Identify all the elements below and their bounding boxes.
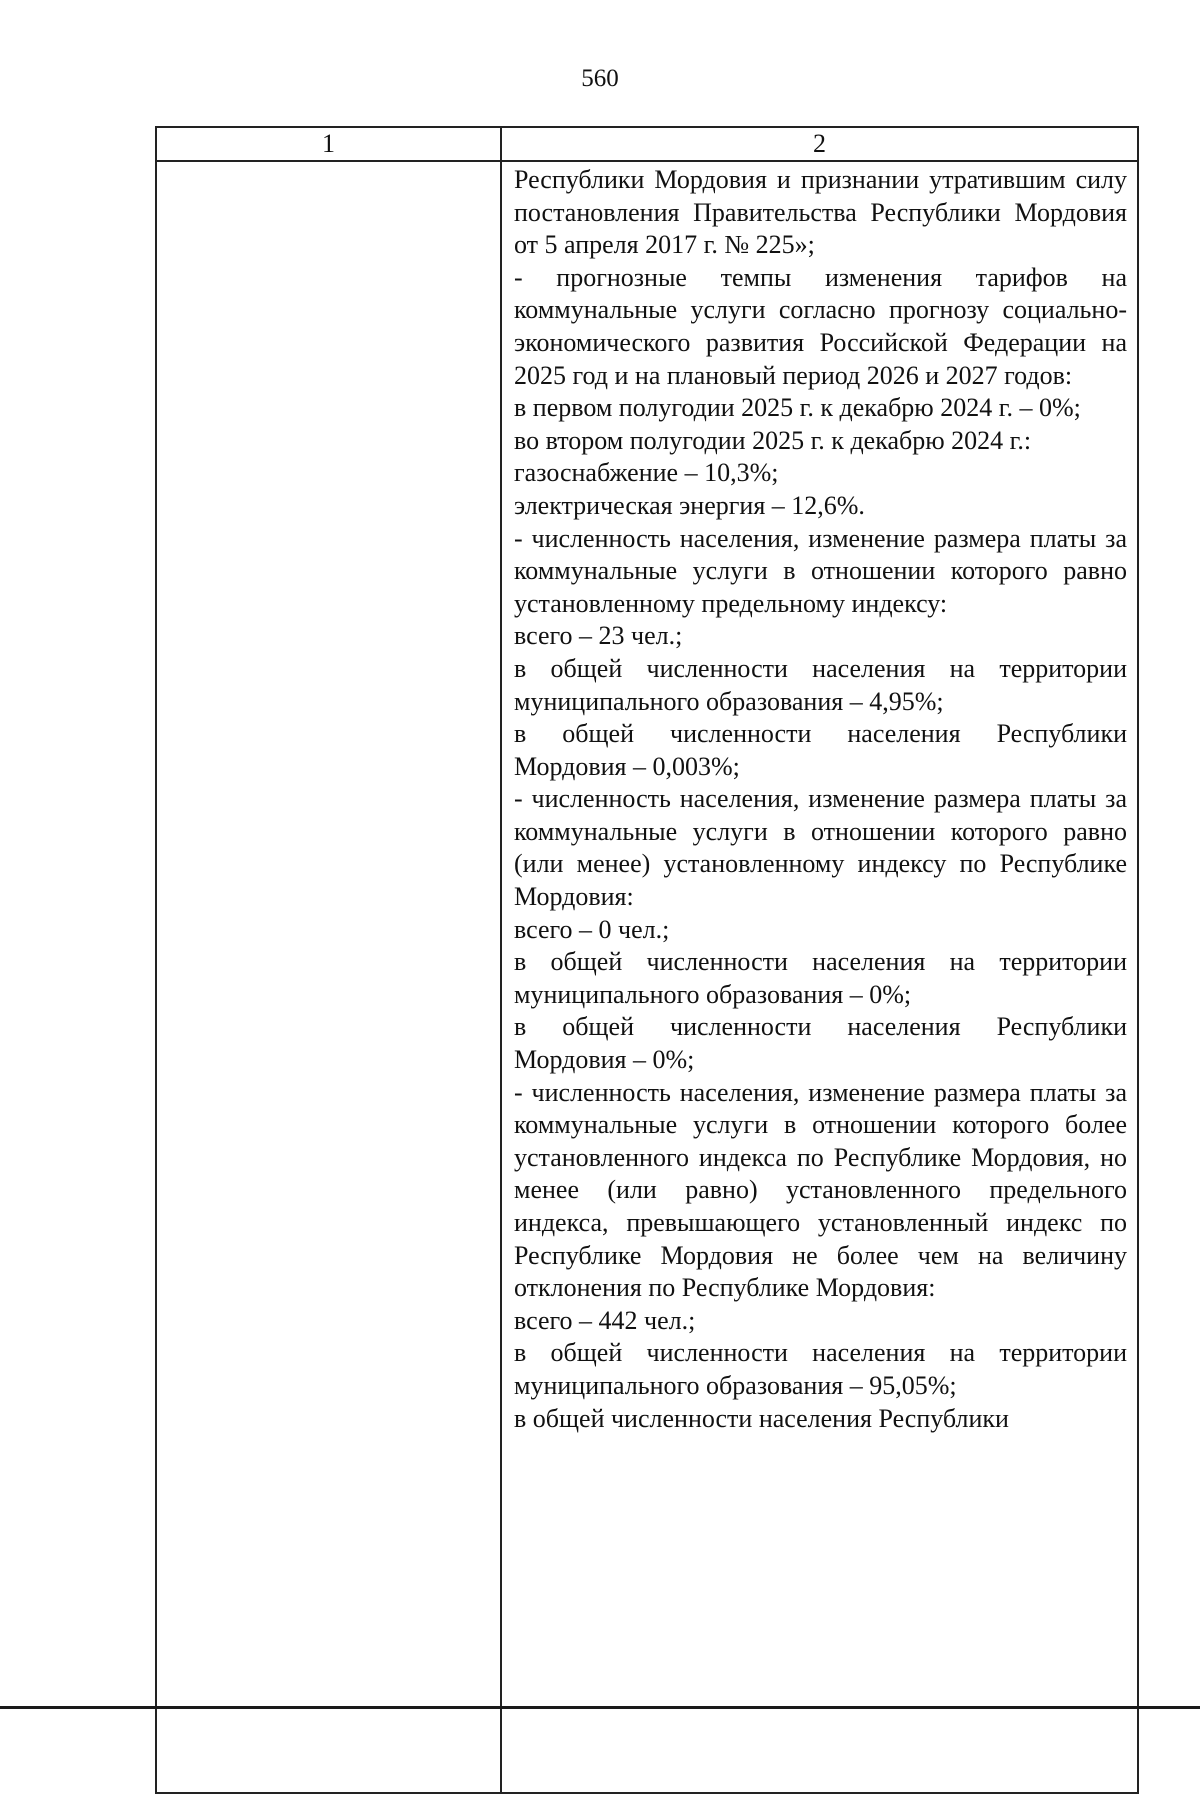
text-block: - численность населения, изменение размера платы за коммунальные услуги в отношении которого равно (или менее) установленному индексу по Республике Мордовия: bbox=[514, 784, 1127, 912]
text-block: всего – 442 чел.; bbox=[514, 1305, 696, 1335]
right-cell bbox=[501, 161, 1138, 1793]
text-block: - численность населения, изменение размера платы за коммунальные услуги в отношении которого более установленного индекса по Республике Мордовия, но менее (или равно) установленного предельного индекса, превышающего установленный индекс по Республике Мордовия не более чем на величину отклонения по Республике Мордовия: bbox=[514, 1077, 1127, 1303]
text-block: - прогнозные темпы изменения тарифов на коммунальные услуги согласно прогнозу социально-экономического развития Российской Федерации на 2025 год и на плановый период 2026 и 2027 годов: bbox=[514, 262, 1127, 390]
text-block: в общей численности населения на территории муниципального образования – 95,05%; bbox=[514, 1338, 1127, 1400]
text-block: Республики Мордовия и признании утратившим силу постановления Правительства Республики Мордовия от 5 апреля 2017 г. № 225»; bbox=[514, 165, 1127, 260]
text-block: газоснабжение – 10,3%; bbox=[514, 458, 779, 488]
text-block: электрическая энергия – 12,6%. bbox=[514, 490, 865, 520]
document-table bbox=[155, 126, 1139, 1794]
text-block: - численность населения, изменение размера платы за коммунальные услуги в отношении которого равно установленному предельному индексу: bbox=[514, 523, 1127, 618]
right-cell-content bbox=[502, 162, 1137, 1435]
column-header-1: 1 bbox=[156, 127, 501, 161]
table-header-row bbox=[156, 127, 1138, 161]
left-cell bbox=[156, 161, 501, 1793]
text-block: в общей численности населения на территории муниципального образования – 0%; bbox=[514, 947, 1127, 1009]
table-row bbox=[156, 161, 1138, 1793]
page-number: 560 bbox=[581, 65, 619, 92]
text-block: всего – 23 чел.; bbox=[514, 621, 683, 651]
text-block: в общей численности населения на территории муниципального образования – 4,95%; bbox=[514, 653, 1127, 716]
text-block: в общей численности населения Республики Мордовия – 0%; bbox=[514, 1012, 1127, 1075]
bottom-border-line bbox=[0, 1706, 1200, 1709]
column-header-2: 2 bbox=[501, 127, 1138, 161]
text-block: в общей численности населения Республики bbox=[514, 1403, 1009, 1433]
text-block: в общей численности населения Республики Мордовия – 0,003%; bbox=[514, 719, 1127, 781]
text-block: во втором полугодии 2025 г. к декабрю 2024 г.: bbox=[514, 425, 1032, 455]
text-block: всего – 0 чел.; bbox=[514, 914, 670, 944]
text-block: в первом полугодии 2025 г. к декабрю 2024 г. – 0%; bbox=[514, 393, 1081, 423]
